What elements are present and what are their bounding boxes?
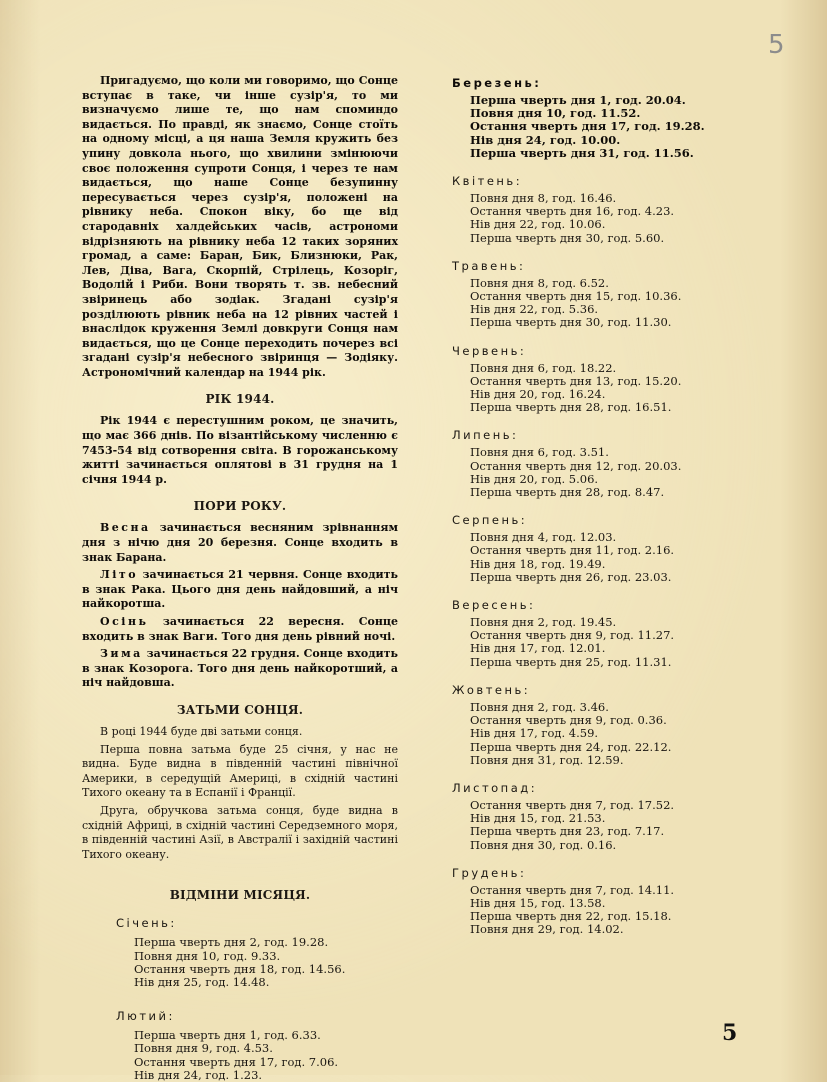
phase-line: Нів дня 17, год. 4.59. [470, 726, 599, 741]
phase-line: Остання чверть дня 18, год. 14.56. [134, 961, 346, 976]
month-block-gruden [452, 866, 702, 937]
phase-line: Повня дня 4, год. 12.03. [470, 530, 617, 545]
right-column [452, 76, 705, 951]
phase-line: Нів дня 17, год. 12.01. [470, 641, 606, 656]
phase-line: Перша чверть дня 28, год. 8.47. [470, 485, 665, 500]
month-title: Червень: [452, 343, 527, 358]
winter-paragraph [82, 647, 398, 691]
autumn-paragraph [82, 615, 398, 644]
moon-phases-heading: ВІДМІНИ МІСЯЦЯ. [169, 888, 311, 903]
phase-line: Остання чверть дня 7, год. 14.11. [470, 882, 675, 897]
spring-paragraph [82, 521, 398, 565]
phase-line: Повня дня 8, год. 6.52. [470, 275, 609, 290]
month-block-cherven [452, 344, 702, 415]
eclipse-second: Друга, обручкова затьма сонця, буде видна в східній Африці, в східній частині Середземного моря, в південній частині Азії, в Австралії і західній частині Тихого океану. [82, 803, 398, 861]
phase-line: Повня дня 2, год. 19.45. [470, 615, 617, 630]
month-title: Лютий: [116, 1009, 175, 1024]
autumn-word: Осінь [100, 615, 149, 628]
month-block-lystopad [452, 781, 702, 852]
phase-line: Нів дня 24, год. 10.00. [470, 132, 621, 147]
summer-text: зачинається 21 червня. Сонце входить в знак Рака. Цього дня день найдовший, а ніч найкоротша. [82, 568, 398, 611]
year-heading: РІК 1944. [205, 392, 275, 407]
phase-line: Повня дня 6, год. 18.22. [470, 360, 617, 375]
spring-text: зачинається весняним зрівнанням дня з нічю дня 20 березня. Сонце входить в знак Барана. [82, 521, 398, 564]
eclipse-first: Перша повна затьма буде 25 січня, у нас не видна. Буде видна в південній частині північної Америки, в середущій Америці, в східній частині Тихого океану та в Еспанії і Франції. [82, 742, 398, 800]
phase-line: Нів дня 22, год. 10.06. [470, 217, 606, 232]
spring-word: Весна [100, 521, 151, 535]
phase-line: Остання чверть дня 7, год. 17.52. [470, 797, 675, 812]
phase-line: Остання чверть дня 11, год. 2.16. [470, 543, 675, 558]
autumn-text: зачинається 22 вересня. Сонце входить в знак Ваги. Того дня день рівний ночі. [82, 615, 398, 643]
phase-line: Остання чверть дня 9, год. 0.36. [470, 713, 667, 728]
phase-line: Повня дня 6, год. 3.51. [470, 445, 609, 460]
phase-line: Перша чверть дня 2, год. 19.28. [134, 935, 329, 950]
page-number: 5 [722, 1020, 738, 1046]
phase-line: Перша чверть дня 23, год. 7.17. [470, 824, 665, 839]
phase-line: Нів дня 25, год. 14.48. [134, 974, 270, 989]
phase-line: Повня дня 9, год. 4.53. [134, 1041, 273, 1056]
month-title: Липень: [452, 428, 519, 443]
month-title: Жовтень: [452, 682, 531, 697]
phase-line: Нів дня 20, год. 16.24. [470, 387, 606, 402]
phase-line: Нів дня 22, год. 5.36. [470, 302, 599, 317]
eclipses-intro: В році 1944 буде дві затьми сонця. [100, 724, 303, 738]
month-title: Квітень: [452, 174, 523, 189]
phase-line: Перша чверть дня 30, год. 5.60. [470, 230, 665, 245]
phase-line: Остання чверть дня 17, год. 7.06. [134, 1054, 339, 1069]
intro-paragraph: Пригадуємо, що коли ми говоримо, що Сонце вступає в таке, чи інше сузір'я, то ми визначуємо лише те, що нам споминдо видається. По правді, як знаємо, Сонце стоїть на одному місці, а ця наша Земля кружить без упину довкола нього, що хвилини змінюючи своє положення супроти Сонця, і через те нам видається, що наше Сонце безупинну пересувається через сузір'я, положені на рівнику неба. Спокон віку, бо ще від стародавніх халдейських часів, астрономи відрізняють на рівнику неба 12 таких зоряних громад, а саме: Баран, Бик, Близнюки, Рак, Лев, Діва, Вага, Скорпій, Стрілець, Козоріг, Водолій і Риби. Вони творять т. зв. небесний звіринець або зодіак. Згадані сузір'я розділюють рівник неба на 12 рівних частей і внаслідок круження Землі довкруги Сонця нам видається, що це Сонце переходить почерез всі згадані сузір'я небесного звіринця — Зодіяку. Астрономічний календар на 1944 рік. [82, 74, 398, 379]
summer-word: Літо [100, 568, 139, 582]
phase-line: Перша чверть дня 25, год. 11.31. [470, 654, 672, 669]
phase-line: Остання чверть дня 15, год. 10.36. [470, 289, 682, 304]
phase-line: Перша чверть дня 22, год. 15.18. [470, 909, 672, 924]
seasons-heading: ПОРИ РОКУ. [193, 499, 287, 514]
month-block-traven [452, 259, 702, 330]
month-title: Листопад: [452, 780, 538, 795]
phase-line: Повня дня 31, год. 12.59. [470, 752, 624, 767]
moon-left-months [116, 916, 398, 1082]
month-block-kviten [452, 174, 702, 245]
winter-text: зачинається 22 грудня. Сонце входить в знак Козорога. Того дня день найкоротший, а ніч найдовша. [82, 647, 398, 690]
phase-line: Остання чверть дня 12, год. 20.03. [470, 458, 682, 473]
month-block-berezen [452, 76, 705, 160]
phase-line: Повня дня 30, год. 0.16. [470, 837, 617, 852]
phase-line: Нів дня 20, год. 5.06. [470, 471, 599, 486]
phase-line: Повня дня 10, год. 9.33. [134, 948, 281, 963]
phase-line: Перша чверть дня 26, год. 23.03. [470, 569, 672, 584]
phase-line: Перша чверть дня 28, год. 16.51. [470, 400, 672, 415]
phase-line: Остання чверть дня 9, год. 11.27. [470, 628, 675, 643]
month-title: Травень: [452, 258, 526, 273]
phase-line: Перша чверть дня 30, год. 11.30. [470, 315, 672, 330]
month-block-zhovten [452, 683, 702, 767]
phase-line: Перша чверть дня 24, год. 22.12. [470, 739, 672, 754]
phase-line: Перша чверть дня 31, год. 11.56. [470, 145, 694, 160]
phase-line: Повня дня 29, год. 14.02. [470, 922, 624, 937]
month-title: Березень: [452, 76, 542, 90]
winter-word: Зима [100, 647, 143, 661]
month-title: Січень: [116, 916, 177, 931]
phase-line: Перша чверть дня 1, год. 6.33. [134, 1028, 321, 1043]
month-title: Серпень: [452, 513, 528, 528]
phase-line: Нів дня 24, год. 1.23. [134, 1067, 263, 1082]
phase-line: Нів дня 15, год. 21.53. [470, 811, 606, 826]
phase-line: Остання чверть дня 16, год. 4.23. [470, 204, 675, 219]
phase-line: Повня дня 8, год. 16.46. [470, 191, 617, 206]
month-title: Грудень: [452, 865, 527, 880]
month-block-lypen [452, 428, 702, 499]
left-column [82, 74, 398, 1082]
eclipses-heading: ЗАТЬМИ СОНЦЯ. [176, 702, 304, 717]
summer-paragraph [82, 568, 398, 612]
phase-line: Перша чверть дня 1, год. 20.04. [470, 93, 686, 107]
phase-line: Нів дня 18, год. 19.49. [470, 556, 606, 571]
month-block-sichen [116, 916, 398, 989]
phase-line: Нів дня 15, год. 13.58. [470, 895, 606, 910]
phase-line: Остання чверть дня 13, год. 15.20. [470, 373, 682, 388]
year-paragraph: Рік 1944 є перестушним роком, це значить, що має 366 днів. По візантійському численню є 7453-54 від сотворення світа. В горожанському житті зачинається оплятові в 31 грудня на 1 січня 1944 р. [82, 414, 398, 486]
month-block-veresen [452, 598, 702, 669]
phase-line: Повня дня 2, год. 3.46. [470, 699, 609, 714]
phase-line: Остання чверть дня 17, год. 19.28. [470, 119, 705, 134]
phase-line: Повня дня 10, год. 11.52. [470, 106, 641, 121]
handwritten-page-mark: 5 [768, 30, 785, 60]
month-block-serpen [452, 513, 702, 584]
month-title: Вересень: [452, 598, 536, 613]
month-block-lyutyi [116, 1009, 398, 1082]
